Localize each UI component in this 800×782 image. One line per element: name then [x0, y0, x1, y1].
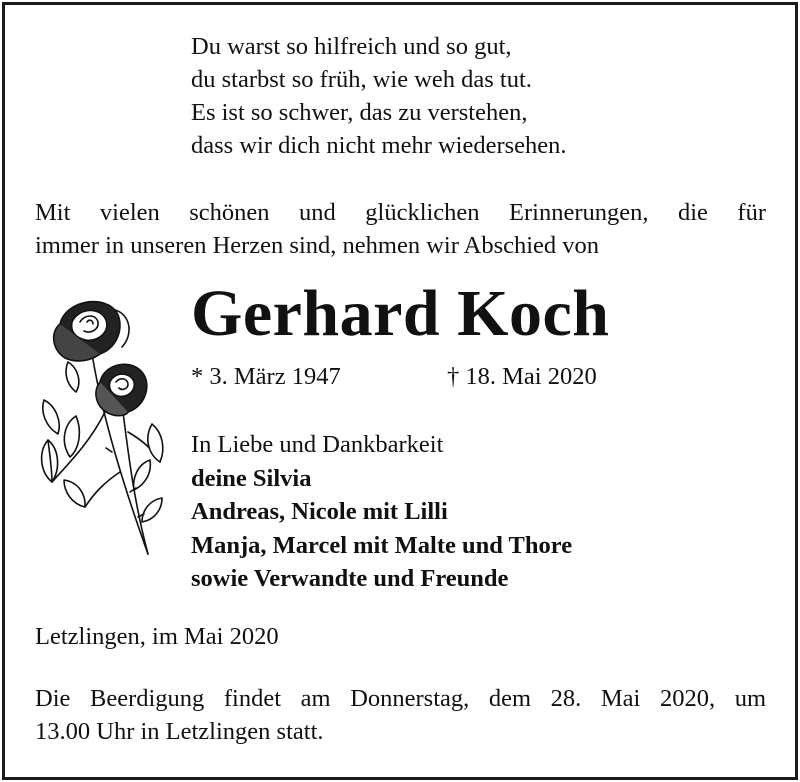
poem-line: du starbst so früh, wie weh das tut. [191, 66, 532, 93]
intro-line: immer in unseren Herzen sind, nehmen wir Abschied von [35, 232, 600, 259]
mourner-name: sowie Verwandte und Freunde [191, 565, 509, 592]
deceased-name: Gerhard Koch [191, 277, 610, 350]
mourners-list [191, 428, 572, 596]
poem-line: dass wir dich nicht mehr wiedersehen. [191, 132, 567, 159]
poem-line: Es ist so schwer, das zu verstehen, [191, 99, 528, 126]
memorial-poem [191, 30, 567, 162]
death-date: † 18. Mai 2020 [447, 363, 597, 390]
farewell-intro [35, 196, 766, 262]
funeral-line: Die Beerdigung findet am Donnerstag, dem 28. Mai 2020, um [35, 685, 766, 712]
mourner-name: Andreas, Nicole mit Lilli [191, 498, 448, 525]
funeral-line: 13.00 Uhr in Letzlingen statt. [35, 718, 324, 745]
place-date: Letzlingen, im Mai 2020 [35, 623, 279, 650]
life-dates [191, 360, 597, 393]
funeral-info [35, 682, 766, 748]
mourners-heading: In Liebe und Dankbarkeit [191, 431, 444, 458]
poem-line: Du warst so hilfreich und so gut, [191, 33, 512, 60]
birth-date: * 3. März 1947 [191, 363, 341, 390]
rose-bouquet-icon [30, 292, 170, 562]
mourner-name: Manja, Marcel mit Malte und Thore [191, 531, 573, 559]
intro-line: Mit vielen schönen und glücklichen Erinnerungen, die für [35, 199, 766, 226]
mourner-name: deine Silvia [191, 464, 312, 492]
